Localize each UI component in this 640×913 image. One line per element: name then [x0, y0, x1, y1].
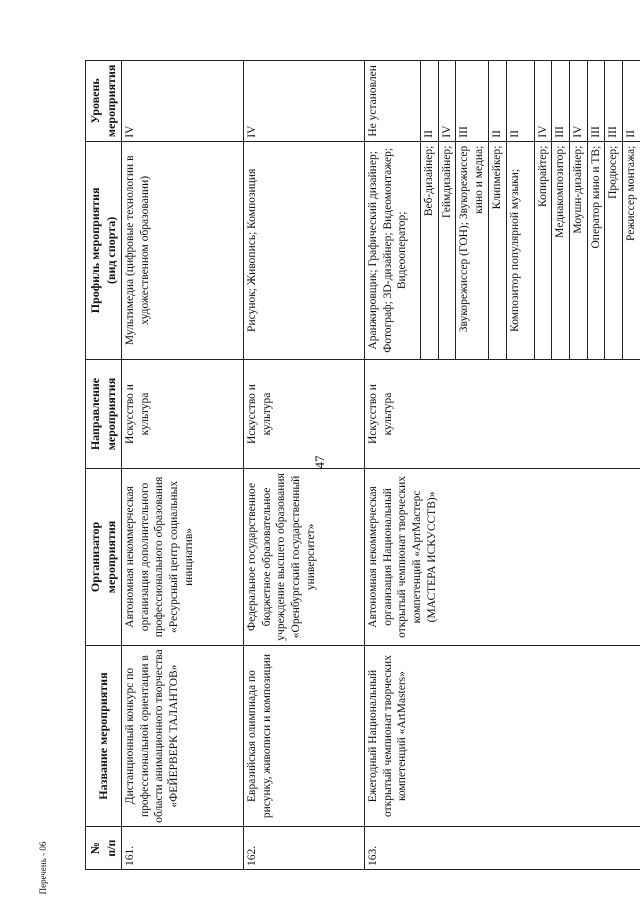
table-row [365, 61, 421, 870]
header-num: № п/п [86, 827, 122, 870]
event-level: IV [122, 61, 244, 142]
event-direction: Искусство и культура [122, 359, 244, 468]
event-level: III [456, 61, 488, 142]
event-level: IV [534, 61, 552, 142]
event-profile: Звукорежиссер (ГОН); Звукорежиссер кино и медиа; [456, 141, 488, 359]
event-organizer: Автономная некоммерческая организация Национальный открытый чемпионат творческих компетенций «АртМастерс (МАСТЕРА ИСКУССТВ)» [365, 469, 640, 646]
event-profile: Веб-дизайнер; [421, 141, 439, 359]
header-direction: Направление мероприятия [86, 359, 122, 468]
events-table-container [85, 60, 633, 870]
header-profile: Профиль мероприятия (вид спорта) [86, 141, 122, 359]
event-profile: Продюсер; [605, 141, 623, 359]
event-organizer: Федеральное государственное бюджетное образовательное учреждение высшего образования «Оренбургский государственный университет» [244, 469, 365, 646]
header-row [86, 61, 122, 870]
event-level: IV [244, 61, 365, 142]
event-profile: Рисунок; Живопись; Композиция [244, 141, 365, 359]
event-profile: Медиакомпозитор; [552, 141, 570, 359]
event-level: III [605, 61, 623, 142]
event-organizer: Автономная некоммерческая организация дополнительного профессионального образования «Ресурсный центр социальных инициатив» [122, 469, 244, 646]
event-level: II [421, 61, 439, 142]
event-name: Ежегодный Национальный открытый чемпионат творческих компетенций «ArtMasters» [365, 645, 640, 826]
row-num: 162. [244, 827, 365, 870]
row-num: 163. [365, 827, 640, 870]
events-table [85, 60, 640, 870]
page-number: 47 [312, 447, 328, 477]
header-name: Название мероприятия [86, 645, 122, 826]
header-organizer: Организатор мероприятия [86, 469, 122, 646]
footer-note: Перечень - 06 [38, 823, 48, 913]
event-level: IV [438, 61, 456, 142]
event-level: II [506, 61, 534, 142]
row-num: 161. [122, 827, 244, 870]
rotated-table [85, 60, 633, 870]
event-name: Дистанционный конкурс по профессиональной ориентации в области анимационного творчества «ФЕЙЕРВЕРК ТАЛАНТОВ» [122, 645, 244, 826]
event-direction: Искусство и культура [244, 359, 365, 468]
event-level: Не установлен [365, 61, 421, 142]
header-level: Уровень мероприятия [86, 61, 122, 142]
event-profile: Клипмейкер; [488, 141, 506, 359]
event-level: II [488, 61, 506, 142]
event-profile: Композитор популярной музыки; [506, 141, 534, 359]
table-row [244, 61, 365, 870]
event-profile: Оператор кино и ТВ; [587, 141, 605, 359]
event-profile: Мультимедиа (цифровые технологии в художественном образовании) [122, 141, 244, 359]
event-direction: Искусство и культура [365, 359, 640, 468]
event-level: IV [570, 61, 588, 142]
event-level: II [623, 61, 640, 142]
event-level: III [552, 61, 570, 142]
event-profile: Геймдизайнер; [438, 141, 456, 359]
event-profile: Режиссер монтажа; [623, 141, 640, 359]
event-profile: Аранжировщик; Графический дизайнер; Фотограф; 3D-дизайнер; Видеомонтажер; Видеооператор; [365, 141, 421, 359]
event-level: III [587, 61, 605, 142]
event-name: Евразийская олимпиада по рисунку, живописи и композиции [244, 645, 365, 826]
event-profile: Копирайтер; [534, 141, 552, 359]
event-profile: Моушн-дизайнер; [570, 141, 588, 359]
table-row [122, 61, 244, 870]
